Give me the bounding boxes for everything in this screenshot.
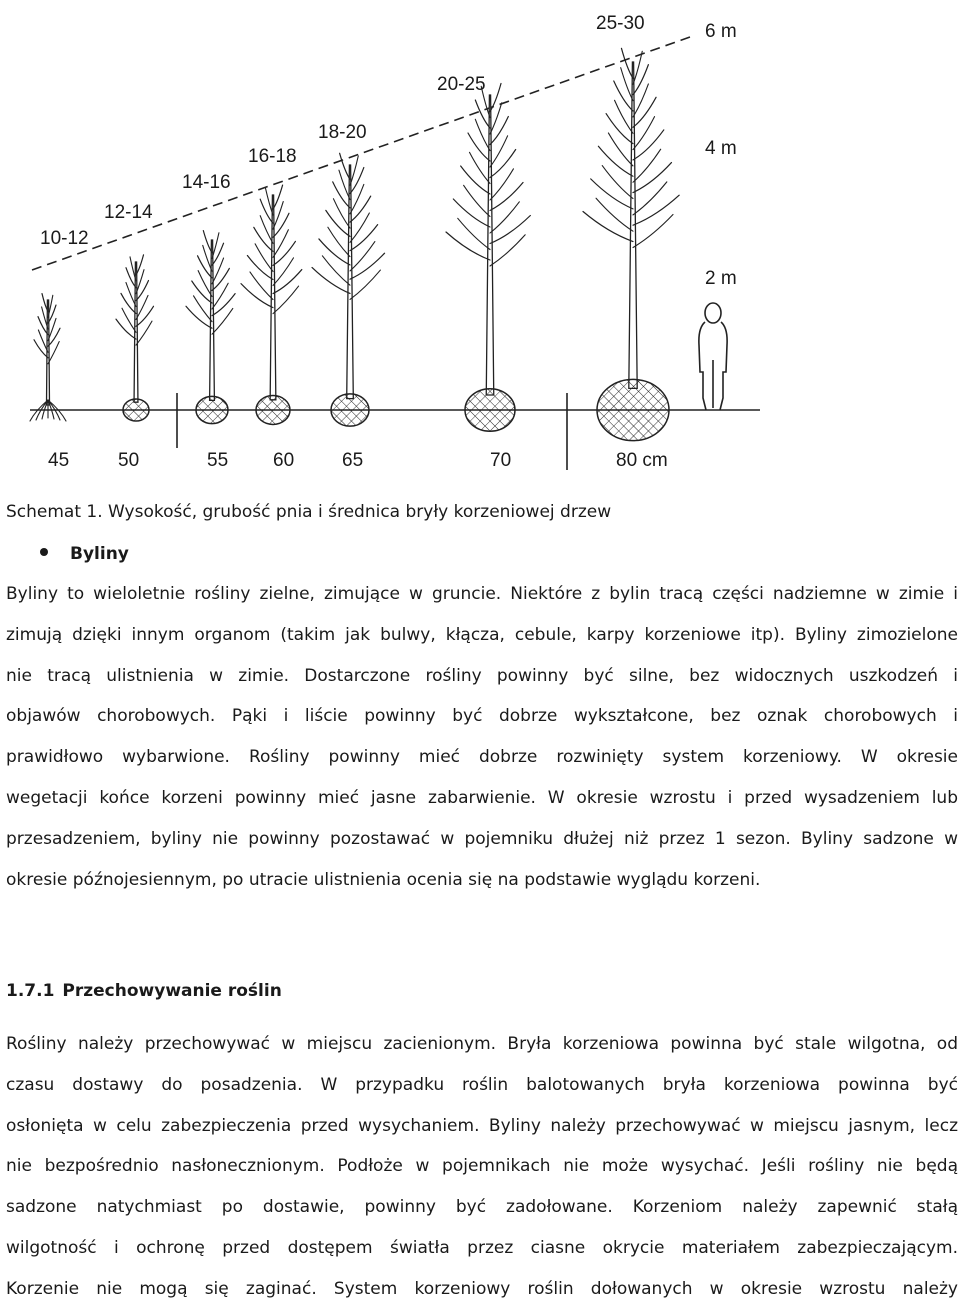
- bullet-title: Byliny: [70, 544, 129, 564]
- bullet-heading: [40, 540, 129, 568]
- diameter-label-5: 65: [342, 450, 364, 471]
- section-number: 1.7.1: [6, 981, 55, 1001]
- paragraph-przechowywanie-line: osłonięta w celu zabezpieczenia przed wysychaniem. Byliny należy przechowywać w miejscu jasnym, lecz: [6, 1115, 958, 1136]
- tree-6: [446, 84, 530, 432]
- paragraph-byliny-line: Byliny to wieloletnie rośliny zielne, zimujące w gruncie. Niektóre z bylin tracą części nadziemne w zimie i: [6, 584, 958, 604]
- diameter-label-2: 50: [118, 450, 140, 471]
- paragraph-przechowywanie-line: Rośliny należy przechowywać w miejscu zacienionym. Bryła korzeniowa powinna być stale wilgotna, od: [6, 1034, 958, 1054]
- paragraph-przechowywanie-line: wilgotność i ochronę przed dostępem światła przez ciasne okrycie materiałem zabezpieczającym.: [6, 1238, 958, 1258]
- tree-1: [30, 294, 66, 421]
- growth-dashed-line: [32, 37, 690, 270]
- diameter-label-6: 70: [490, 450, 512, 471]
- diameter-label-4: 60: [273, 450, 295, 471]
- person-silhouette-icon: [699, 303, 727, 410]
- tree-4: [241, 185, 302, 424]
- tree-size-diagram: [0, 0, 960, 490]
- paragraph-przechowywanie-line: Korzenie nie mogą się zaginać. System korzeniowy roślin dołowanych w okresie wzrostu należy: [6, 1278, 958, 1299]
- height-label-6m: 6 m: [705, 21, 737, 42]
- age-label-7: 25-30: [596, 13, 645, 34]
- section-heading: [6, 976, 282, 1006]
- age-label-2: 12-14: [104, 202, 153, 223]
- paragraph-przechowywanie-line: nie bezpośrednio nasłonecznionym. Podłoże w pojemnikach nie może wysychać. Jeśli rośliny nie będą: [6, 1156, 958, 1177]
- tree-7: [583, 48, 679, 440]
- age-label-1: 10-12: [40, 228, 89, 249]
- age-label-5: 18-20: [318, 122, 367, 143]
- height-label-2m: 2 m: [705, 268, 737, 289]
- paragraph-byliny-line: zimują dzięki innym organom (takim jak bulwy, kłącza, cebule, karpy korzeniowe itp). Byliny zimozielone: [6, 624, 958, 645]
- paragraph-byliny-line: okresie późnojesiennym, po utracie ulistnienia ocenia się na podstawie wyglądu korzeni.: [6, 869, 761, 890]
- paragraph-byliny-line: przesadzeniem, byliny nie powinny pozostawać w pojemniku dłużej niż przez 1 sezon. Byliny sadzone w: [6, 828, 958, 849]
- paragraph-byliny-line: nie tracą ulistnienia w zimie. Dostarczone rośliny powinny być silne, bez widocznych uszkodzeń i: [6, 665, 958, 686]
- tree-3: [186, 231, 235, 424]
- section-title: Przechowywanie roślin: [62, 981, 282, 1001]
- age-label-6: 20-25: [437, 74, 486, 95]
- paragraph-byliny-line: wegetacji końce korzeni powinny mieć jasne zabarwienie. W okresie wzrostu i przed wysadzeniem lub: [6, 788, 958, 808]
- paragraph-przechowywanie-line: czasu dostawy do posadzenia. W przypadku roślin balotowanych bryła korzeniowa powinna być: [6, 1074, 958, 1095]
- diameter-label-1: 45: [48, 450, 70, 471]
- figure-caption: Schemat 1. Wysokość, grubość pnia i średnica bryły korzeniowej drzew: [6, 502, 612, 522]
- paragraph-byliny-line: prawidłowo wybarwione. Rośliny powinny mieć dobrze rozwinięty system korzeniowy. W okresie: [6, 747, 958, 768]
- age-label-3: 14-16: [182, 172, 231, 193]
- diameter-label-3: 55: [207, 450, 229, 471]
- tree-2: [116, 255, 154, 421]
- height-label-4m: 4 m: [705, 138, 737, 159]
- bullet-dot-icon: [40, 548, 48, 556]
- paragraph-przechowywanie-line: sadzone natychmiast po dostawie, powinny być zadołowane. Korzeniom należy zapewnić stałą: [6, 1197, 958, 1218]
- diameter-label-7: 80 cm: [616, 450, 668, 471]
- age-label-4: 16-18: [248, 146, 297, 167]
- tree-5: [312, 153, 385, 426]
- paragraph-byliny-line: objawów chorobowych. Pąki i liście powinny być dobrze wykształcone, bez oznak chorobowych i: [6, 706, 958, 727]
